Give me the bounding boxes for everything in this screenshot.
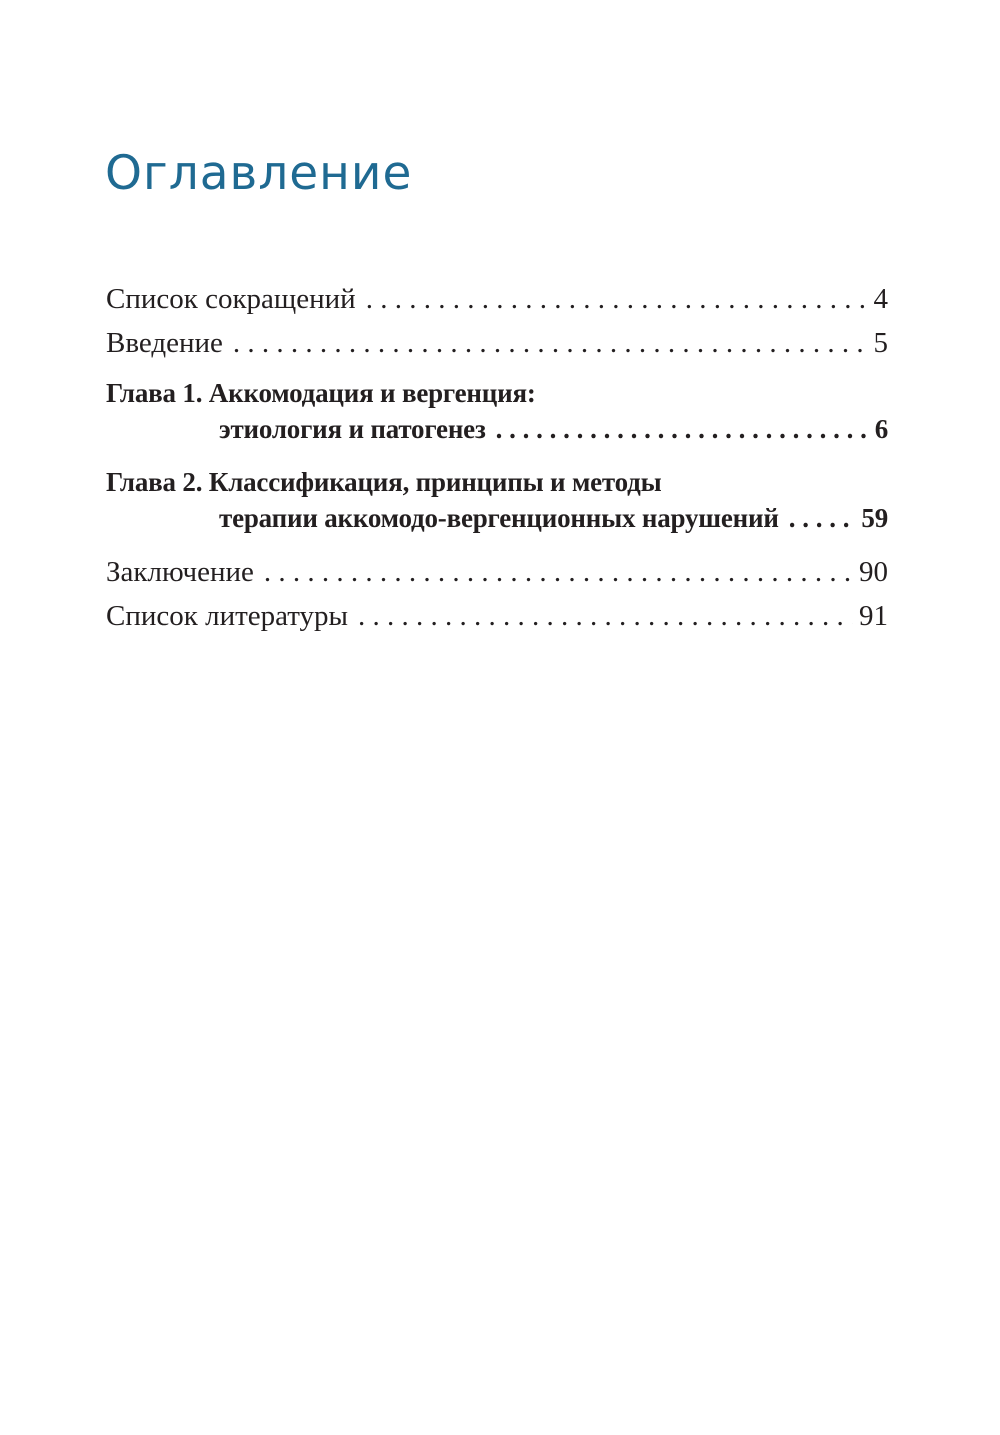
toc-entry-page: 90 xyxy=(859,556,888,588)
toc-entry-page: 5 xyxy=(873,327,888,359)
dot-leader xyxy=(366,277,868,321)
dot-leader xyxy=(789,500,856,536)
toc-entry-title: Заключение xyxy=(106,556,254,588)
toc-entry-introduction[interactable] xyxy=(106,321,888,365)
dot-leader xyxy=(496,411,869,447)
page-title: Оглавление xyxy=(105,146,413,201)
dot-leader xyxy=(233,321,868,365)
chapter-heading-line: Глава 2. Классификация, принципы и методы xyxy=(106,467,662,497)
toc-entry-title: Введение xyxy=(106,327,223,359)
table-of-contents xyxy=(106,277,888,638)
toc-entry-chapter-2[interactable] xyxy=(106,464,888,536)
dot-leader xyxy=(264,550,853,594)
toc-entry-references[interactable] xyxy=(106,594,888,638)
dot-leader xyxy=(358,594,853,638)
toc-entry-page: 6 xyxy=(874,414,888,444)
toc-entry-page: 59 xyxy=(861,503,888,533)
toc-entry-page: 91 xyxy=(859,600,888,632)
toc-entry-page: 4 xyxy=(873,283,888,315)
chapter-heading-line: Глава 1. Аккомодация и вергенция: xyxy=(106,378,536,408)
toc-entry-conclusion[interactable] xyxy=(106,550,888,594)
toc-entry-chapter-1[interactable] xyxy=(106,375,888,447)
chapter-subtitle-line: этиология и патогенез xyxy=(219,414,486,444)
chapter-subtitle-line: терапии аккомодо-вергенционных нарушений xyxy=(219,503,779,533)
toc-entry-abbreviations[interactable] xyxy=(106,277,888,321)
toc-entry-title: Список литературы xyxy=(106,600,349,632)
toc-entry-title: Список сокращений xyxy=(106,283,356,315)
